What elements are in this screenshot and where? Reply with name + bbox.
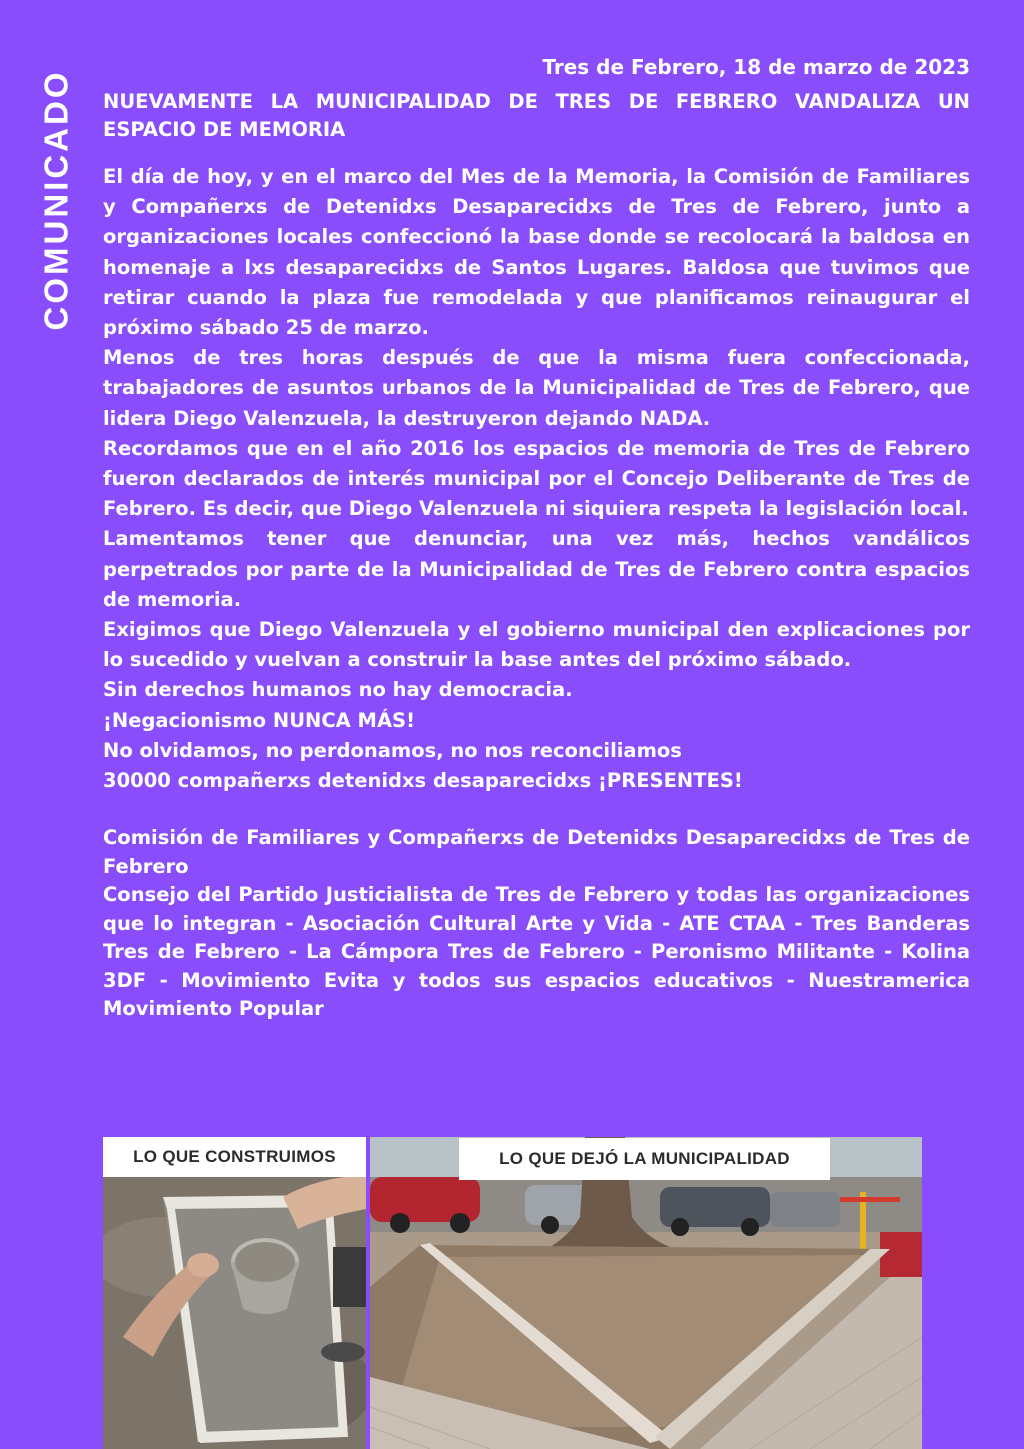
signature-organizations: Consejo del Partido Justicialista de Tres de Febrero y todas las organizaciones que lo integran - Asociación Cultural Arte y Vida - ATE CTAA - Tres Banderas Tres de Febrero - La Cámpora Tres de Febrero - Peronismo Militante - Kolina 3DF - Movimiento Evita y todos sus espacios educativos - Nuestramerica Movimiento Popular [103,883,970,1021]
headline: NUEVAMENTE LA MUNICIPALIDAD DE TRES DE FEBRERO VANDALIZA UN ESPACIO DE MEMORIA [103,90,970,141]
spacer [103,796,970,824]
paragraph-2: Menos de tres horas después de que la misma fuera confeccionada, trabajadores de asuntos urbanos de la Municipalidad de Tres de Febrero, que lidera Diego Valenzuela, la destruyeron dejando NADA. [103,346,970,430]
date-line: Tres de Febrero, 18 de marzo de 2023 [542,55,970,79]
photo-label-built: LO QUE CONSTRUIMOS [103,1137,366,1177]
side-label [20,45,92,355]
paragraph-1: El día de hoy, y en el marco del Mes de la Memoria, la Comisión de Familiares y Compañerxs de Detenidxs Desaparecidxs de Tres de Febrero, junto a organizaciones locales confeccionó la base donde se recolocará la baldosa en homenaje a lxs desaparecidxs de Santos Lugares. Baldosa que tuvimos que retirar cuando la plaza fue remodelada y que planificamos reinaugurar el próximo sábado 25 de marzo. [103,165,970,340]
communique-content [103,52,970,1024]
side-label-text: COMUNICADO [37,69,75,331]
body-text [103,162,970,796]
destroyed-base-photo [370,1137,922,1449]
signature-commission: Comisión de Familiares y Compañerxs de Detenidxs Desaparecidxs de Tres de Febrero [103,826,970,878]
paragraph-4: Lamentamos tener que denunciar, una vez más, hechos vandálicos perpetrados por parte de la Municipalidad de Tres de Febrero contra espacios de memoria. [103,527,970,611]
slogan-3: No olvidamos, no perdonamos, no nos reconciliamos [103,738,682,762]
signatures [103,824,970,1024]
construction-photo [103,1137,366,1449]
slogan-1: Sin derechos humanos no hay democracia. [103,678,573,702]
slogan-4: 30000 compañerxs detenidxs desaparecidxs ¡PRESENTES! [103,769,743,793]
photo-label-destroyed: LO QUE DEJÓ LA MUNICIPALIDAD [459,1138,830,1180]
paragraph-3: Recordamos que en el año 2016 los espacios de memoria de Tres de Febrero fueron declarados de interés municipal por el Concejo Deliberante de Tres de Febrero. Es decir, que Diego Valenzuela ni siquiera respeta la legislación local. [103,436,970,521]
paragraph-5: Exigimos que Diego Valenzuela y el gobierno municipal den explicaciones por lo sucedido y vuelvan a construir la base antes del próximo sábado. [103,618,970,672]
slogan-2: ¡Negacionismo NUNCA MÁS! [103,708,415,732]
